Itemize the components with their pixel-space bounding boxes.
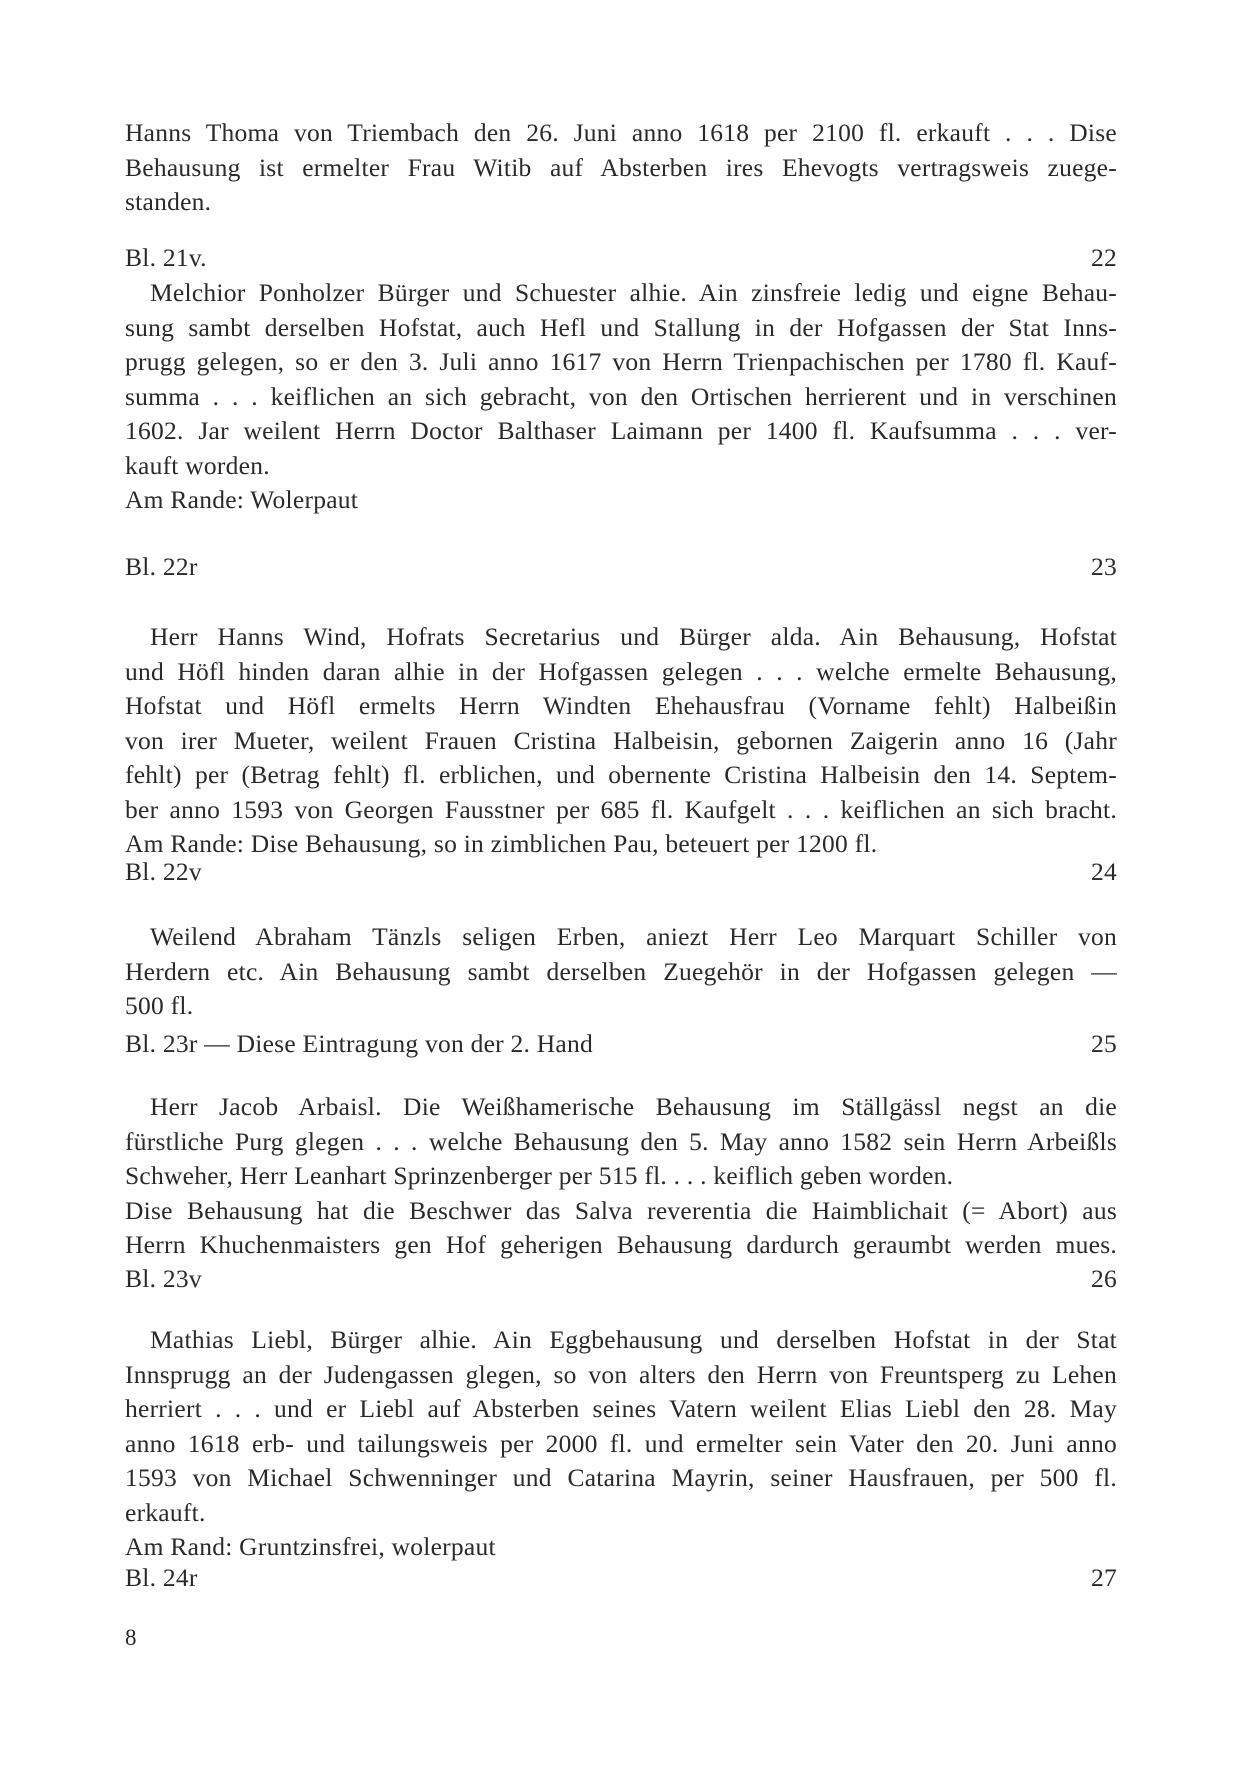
text-line: herriert . . . und er Liebl auf Absterben seines Vatern weilent Elias Liebl den 28. May bbox=[125, 1394, 1117, 1423]
text-line: Herdern etc. Ain Behausung sambt derselben Zuegehör in der Hofgassen gelegen — bbox=[125, 956, 1117, 986]
text-line: von irer Mueter, weilent Frauen Cristina Halbeisin, gebornen Zaigerin anno 16 (Jahr bbox=[125, 725, 1117, 755]
folio-row bbox=[125, 550, 1117, 584]
text-line: Herr Jacob Arbaisl. Die Weißhamerische Behausung im Ställgässl negst an die bbox=[150, 1092, 1117, 1121]
text-line: Behausung ist ermelter Frau Witib auf Absterben ires Ehevogts vertragsweis zuege- bbox=[125, 152, 1117, 182]
folio-reference: Bl. 23v bbox=[125, 1264, 202, 1293]
text-line: Innsprugg an der Judengassen glegen, so von alters den Herrn von Freuntsperg zu Lehen bbox=[125, 1359, 1117, 1389]
text-line: Herrn Khuchenmaisters gen Hof geherigen Behausung dardurch geraumbt werden mues. bbox=[125, 1230, 1117, 1259]
text-line: 1593 von Michael Schwenninger und Catarina Mayrin, seiner Hausfrauen, per 500 fl. bbox=[125, 1463, 1117, 1492]
text-line: Schweher, Herr Leanhart Sprinzenberger per 515 fl. . . . keiflich geben worden. bbox=[125, 1161, 954, 1190]
entry-text bbox=[125, 1090, 1117, 1263]
entry-number: 25 bbox=[1091, 1029, 1117, 1058]
text-line: Dise Behausung hat die Beschwer das Salva reverentia die Haimblichait (= Abort) aus bbox=[125, 1195, 1117, 1225]
entry-number: 22 bbox=[1091, 243, 1117, 272]
page-number: 8 bbox=[125, 1625, 137, 1650]
folio-reference: Bl. 24r bbox=[125, 1563, 198, 1592]
margin-note: Am Rande: Wolerpaut bbox=[125, 485, 359, 514]
margin-note: Am Rand: Gruntzinsfrei, wolerpaut bbox=[125, 1532, 496, 1561]
entry-number: 27 bbox=[1091, 1563, 1117, 1592]
folio-reference: Bl. 22r bbox=[125, 552, 198, 581]
text-line: summa . . . keiflichen an sich gebracht, von den Ortischen herrierent und in verschinen bbox=[125, 381, 1117, 411]
text-line: standen. bbox=[125, 187, 212, 216]
folio-reference: Bl. 21v. bbox=[125, 243, 207, 272]
text-line: anno 1618 erb- und tailungsweis per 2000 fl. und ermelter sein Vater den 20. Juni anno bbox=[125, 1428, 1117, 1458]
folio-row bbox=[125, 1262, 1117, 1296]
text-line: erkauft. bbox=[125, 1497, 206, 1527]
folio-reference: Bl. 23r — Diese Eintragung von der 2. Hand bbox=[125, 1029, 593, 1058]
folio-row bbox=[125, 1027, 1117, 1061]
entry-text bbox=[125, 620, 1117, 862]
text-line: prugg gelegen, so er den 3. Juli anno 1617 von Herrn Trienpachischen per 1780 fl. Kauf- bbox=[125, 347, 1117, 376]
text-line: Herr Hanns Wind, Hofrats Secretarius und Bürger alda. Ain Behausung, Hofstat bbox=[150, 622, 1117, 651]
entry-text bbox=[125, 116, 1117, 220]
text-line: Mathias Liebl, Bürger alhie. Ain Eggbehausung und derselben Hofstat in der Stat bbox=[150, 1325, 1117, 1354]
folio-row bbox=[125, 1561, 1117, 1595]
entry-number: 26 bbox=[1091, 1264, 1117, 1293]
text-line: ber anno 1593 von Georgen Fausstner per 685 fl. Kaufgelt . . . keiflichen an sich bracht. bbox=[125, 794, 1117, 824]
entry-text bbox=[125, 920, 1117, 1024]
entry-text bbox=[125, 276, 1117, 518]
text-line: Melchior Ponholzer Bürger und Schuester alhie. Ain zinsfreie ledig und eigne Behau- bbox=[150, 278, 1117, 307]
text-line: 500 fl. bbox=[125, 991, 194, 1020]
entry-text bbox=[125, 1323, 1117, 1565]
folio-row bbox=[125, 241, 1117, 275]
text-line: Hofstat und Höfl ermelts Herrn Windten Ehehausfrau (Vorname fehlt) Halbeißin bbox=[125, 691, 1117, 720]
margin-note: Am Rande: Dise Behausung, so in zimblichen Pau, beteuert per 1200 fl. bbox=[125, 829, 878, 858]
text-line: Weilend Abraham Tänzls seligen Erben, aniezt Herr Leo Marquart Schiller von bbox=[150, 922, 1117, 951]
folio-reference: Bl. 22v bbox=[125, 857, 202, 886]
text-line: 1602. Jar weilent Herrn Doctor Balthaser Laimann per 1400 fl. Kaufsumma . . . ver- bbox=[125, 416, 1117, 445]
entry-number: 23 bbox=[1091, 552, 1117, 581]
text-line: und Höfl hinden daran alhie in der Hofgassen gelegen . . . welche ermelte Behausung, bbox=[125, 656, 1117, 686]
text-line: Hanns Thoma von Triembach den 26. Juni anno 1618 per 2100 fl. erkauft . . . Dise bbox=[125, 118, 1117, 147]
entry-number: 24 bbox=[1091, 857, 1117, 886]
folio-row bbox=[125, 855, 1117, 889]
text-line: fürstliche Purg glegen . . . welche Behausung den 5. May anno 1582 sein Herrn Arbeißls bbox=[125, 1126, 1117, 1156]
text-line: sung sambt derselben Hofstat, auch Hefl und Stallung in der Hofgassen der Stat Inns- bbox=[125, 312, 1117, 342]
text-line: fehlt) per (Betrag fehlt) fl. erblichen, und obernente Cristina Halbeisin den 14. Septem- bbox=[125, 760, 1117, 789]
text-line: kauft worden. bbox=[125, 450, 270, 480]
